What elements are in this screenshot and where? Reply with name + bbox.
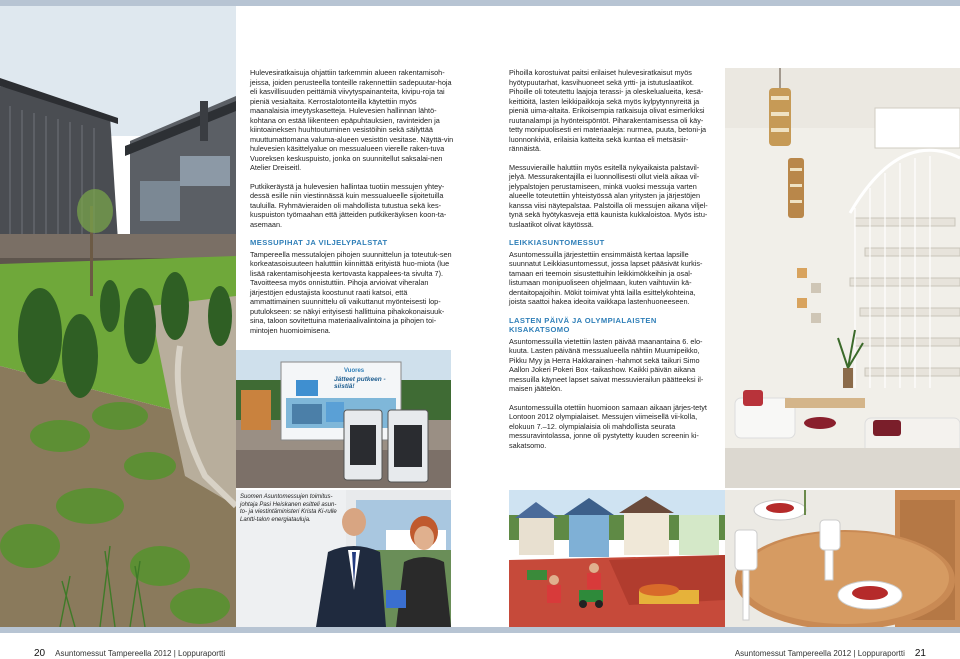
photo-caption: Suomen Asuntomessujen toimitus-johtaja Pasi Heiskanen esitteli asun-to- ja viestintäministeri Krista Ki-rulle Lantti-talon energiatauluja.: [240, 494, 337, 523]
paragraph: Messuvieraille haluttiin myös esitellä nykyaikaista palstavil-jelyä. Messurakentajilla ei luonnollisesti ollut vielä aikaa vil-jelypalstojen perustamiseen, minkä vuoksi messuja varten alueelle toteutettiin yhteistyössä alan yritysten ja järjestöjen kanssa viisi näytepalstaa. Palstoilla oli messujen aikana viljel-tynä sekä hyötykasveja että kaunista kukkaloistoa. Myös istu-tuslaatikot olivat käytössä.: [509, 162, 708, 229]
waste-collection-photo: [236, 350, 451, 488]
footer-text: Asuntomessut Tampereella 2012 | Loppuraportti: [734, 649, 905, 658]
section-heading: LEIKKIASUNTOMESSUT: [509, 238, 605, 247]
paragraph: Asuntomessuilla vietettiin lasten päivää maanantaina 6. elo-kuuta. Lasten päivänä messualueella nähtiin Muumipeikko, Pikku Myy ja Herra Hakkarainen -hahmot sekä taikuri Simo Aallon Jokeri Pokeri Box -taikashow. Kaikki päivän aikana messuilla käyneet lapset saivat messuvierailun päätteeksi il-maisen jäätelön.: [509, 336, 704, 393]
kids-play-photo: [509, 490, 725, 627]
interior-photo: [725, 68, 960, 488]
garden-photo: [0, 6, 236, 627]
page-number: 21: [914, 648, 926, 659]
sign-brand: Vuores: [344, 368, 365, 374]
footer-text: Asuntomessut Tampereella 2012 | Loppuraportti: [55, 649, 226, 658]
paragraph: Pihoilla korostuivat paitsi erilaiset hulevesiratkaisut myös hyötypuutarhat, kasvihuoneet sekä yrtti- ja istutuslaatikot. Pihoille oli toteutettu laajoja terassi- ja oleskelualueita, kesä-keittiöitä, lasten leikkipaikkoja sekä myös kylpytynnyreitä ja pieniä uima-altaita. Erikoisempia ratkaisuja olivat esimerkiksi ruutanalampi ja hyönteispöntöt. Piharakentamisessa oli käy-tetty monipuolisesti eri materiaaleja: nurmea, puuta, betoni-ja luonnonkiviä, erilaisia katteita sekä kuntaa eli metsäsiir-rännäistä.: [509, 68, 707, 153]
section-heading: MESSUPIHAT JA VILJELYPALSTAT: [250, 238, 388, 247]
paragraph: Putkikeräystä ja hulevesien hallintaa tuotiin messujen yhtey-dessä esille niin viestinnässä kuin messualueelle sijoitetuilla tauluilla. Ryhmävieraiden oli mahdollista tutustua sekä kes-kuspuiston työmaahan että jätteiden putkikeräyksen koon-ta-asemaan.: [250, 181, 447, 229]
table-setting-photo: [725, 490, 960, 627]
footer-left: [34, 648, 225, 659]
section-heading: LASTEN PÄIVÄ JA OLYMPIALAISTEN KISAKATSOMO: [509, 315, 657, 334]
page-number: 20: [34, 648, 46, 659]
paragraph: Tampereella messutalojen pihojen suunnittelun ja toteutuk-sen korkeatasoisuuteen halutttiin kiinnittää erityistä huo-miota (lue lisää rakentamisohjeesta kertovasta kappalees-ta sivulta 7). Tavoitteesa myös onnistuttiin. Pihoja arvioivat viheralan järjestöjen edustajista koostunut raati katsoi, että ammattimainen suunnittelu oli vaikuttanut myönteisesti lop-putulokseen: se näkyi erityisesti hallittuina pihakokonaisuuk-sina, taloon sovitettuina materiaalivalintoina ja pihojen toi-mintojen huomioimisena.: [250, 249, 452, 335]
paragraph: Hulevesiratkaisuja ohjattiin tarkemmin alueen rakentamisoh-jeissa, joiden perusteella tonteille rakennettiin sadepuutar-hoja eli kasvillisuuden peittämiä viivytyspainanteita, kivipu-roja tai pieniä vesialtaita. Kerrostalotonteilla käytettiin myös maanalaisia imeytyskasetteja. Hulevesien hallinnan lähtö-kohtana on estää liikenteen epäpuhtauksien, ravinteiden ja kiintoaineksen huuhtoutuminen vesistöihin sekä säilyttää muuttumattomana valuma-alueen vesistön vesitase. Näyttä-vin hulevesien käsittelyalue on messualueen vierelle raken-tuva Vuoreksen keskuspuisto, jonka on suunnitellut saksalai-nen Atelier Dreiseitl.: [250, 68, 454, 172]
sign-headline: Jätteet putkeen - siistiä!: [334, 376, 386, 390]
footer-right: [735, 648, 926, 659]
right-text-column: [509, 68, 713, 459]
paragraph: Asuntomessuilla järjestettiin ensimmäistä kertaa lapsille suunnatut Leikkiasuntomessut, jossa lapset pääsivät kurkis-tamaan eri teemoin sisustettuihin leikkimökkeihin ja osal-listumaan monipuoliseen ohjelmaan, kuten vaihtuviin kä-dentaitopajoihin. Mökit toimivat yhtä lailla esittelykohteina, joista saattoi hakea ideoita vaikkapa lastenhuoneeseen.: [509, 249, 703, 306]
left-text-column: [250, 68, 455, 344]
bottom-band: [0, 627, 960, 633]
paragraph: Asuntomessuilla otettiin huomioon samaan aikaan järjes-tetyt Lontoon 2012 olympialaiset. Messujen viimeisellä vii-kolla, elokuun 7.–12. olympialaisia oli mahdollista seurata messuravintolassa, jonne oli pystytetty kuuden screenin ki-sakatsomo.: [509, 402, 707, 450]
